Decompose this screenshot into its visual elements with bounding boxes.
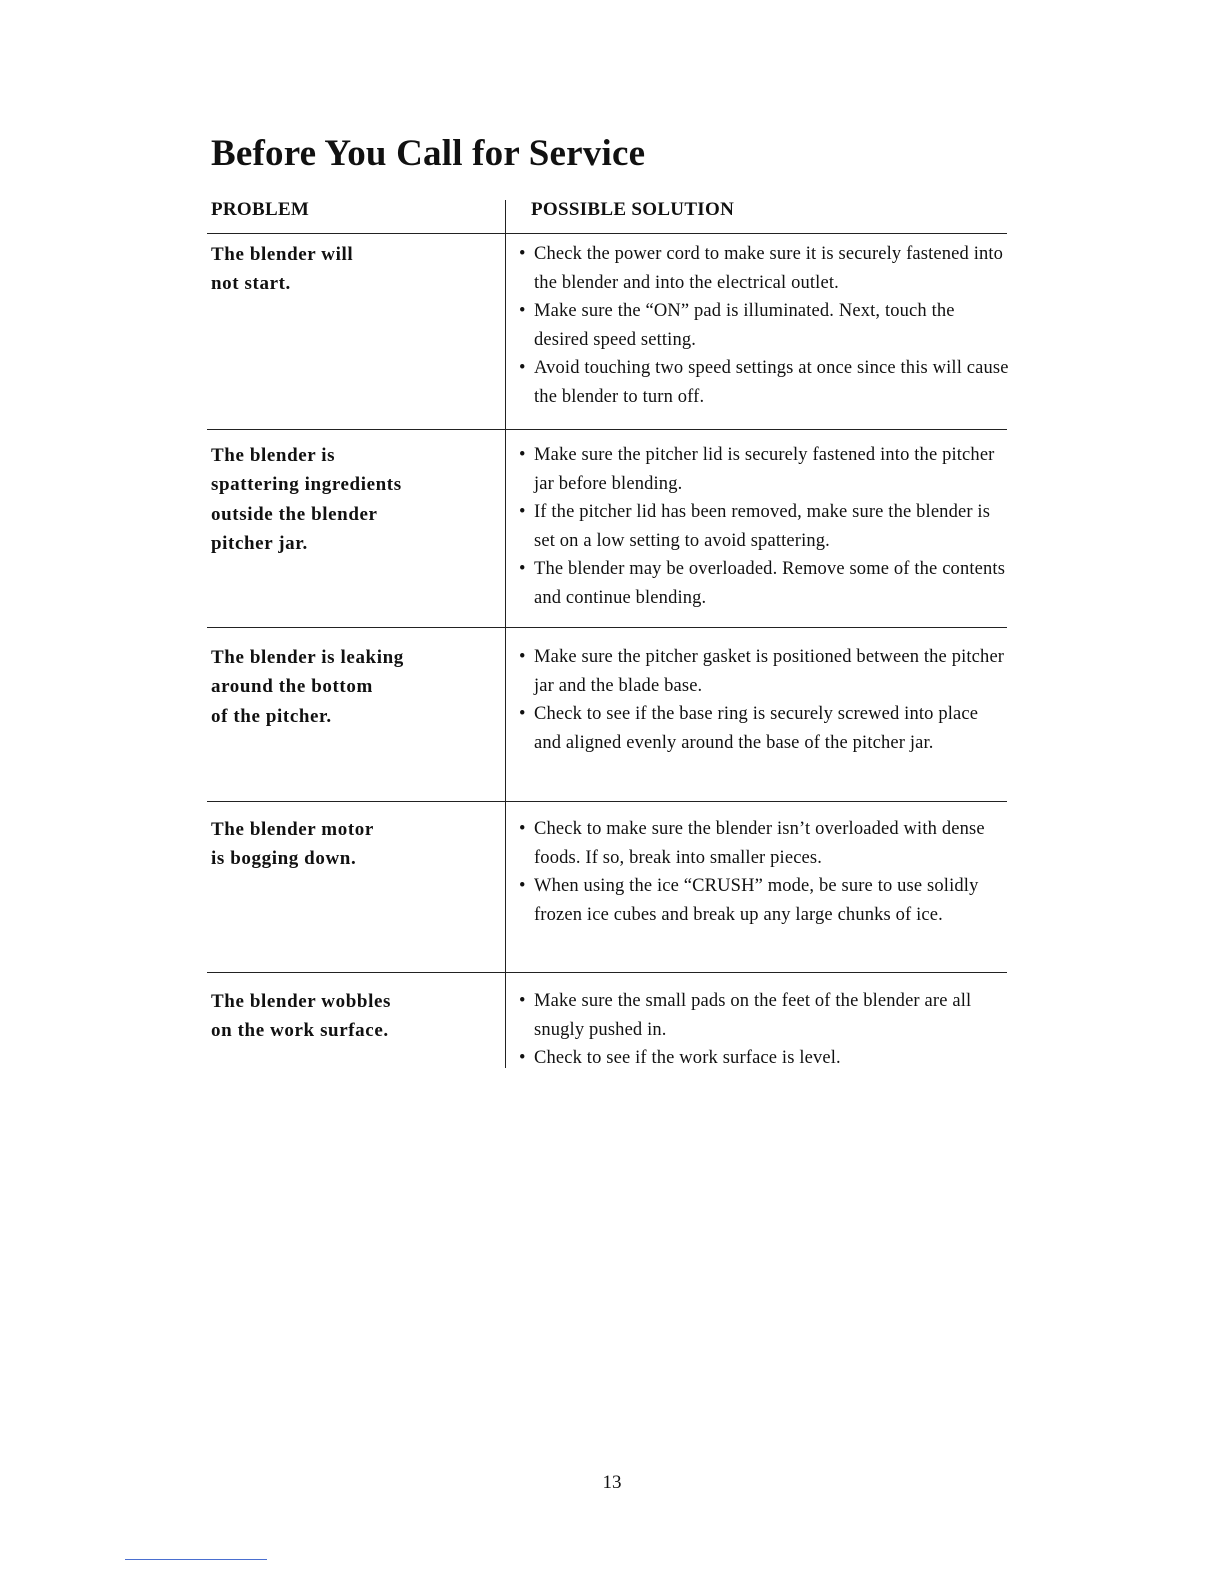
solution-item: • Make sure the “ON” pad is illuminated. Next, touch the desired speed setting. — [519, 297, 1009, 354]
problem-text: The blender wobbles on the work surface. — [211, 991, 391, 1042]
page-number: 13 — [602, 1472, 622, 1493]
row-divider — [207, 972, 1007, 973]
problem-column-header: PROBLEM — [211, 199, 310, 220]
solution-item: • Check to make sure the blender isn’t overloaded with dense foods. If so, break into smaller pieces. — [519, 815, 1009, 872]
solution-item: • When using the ice “CRUSH” mode, be sure to use solidly frozen ice cubes and break up any large chunks of ice. — [519, 872, 1009, 929]
problem-text: The blender motor is bogging down. — [211, 819, 374, 870]
solution-item: • Make sure the small pads on the feet of the blender are all snugly pushed in. — [519, 987, 1009, 1044]
solution-list — [519, 987, 1009, 1073]
solution-list — [519, 441, 1009, 613]
solution-list — [519, 643, 1009, 757]
page-title: Before You Call for Service — [211, 133, 646, 174]
column-divider — [505, 200, 506, 1068]
row-divider — [207, 429, 1007, 430]
row-divider — [207, 801, 1007, 802]
problem-text: The blender will not start. — [211, 244, 354, 295]
solution-list — [519, 240, 1009, 412]
solution-list — [519, 815, 1009, 929]
solution-item: • If the pitcher lid has been removed, make sure the blender is set on a low setting to avoid spattering. — [519, 498, 1009, 555]
solution-item: • Avoid touching two speed settings at once since this will cause the blender to turn off. — [519, 354, 1009, 411]
footer-link-underline — [125, 1559, 267, 1560]
problem-text: The blender is spattering ingredients outside the blender pitcher jar. — [211, 445, 402, 554]
solution-column-header: POSSIBLE SOLUTION — [531, 199, 735, 220]
problem-text: The blender is leaking around the bottom of the pitcher. — [211, 647, 404, 727]
solution-item: • Check to see if the work surface is level. — [519, 1044, 1009, 1073]
solution-item: • The blender may be overloaded. Remove some of the contents and continue blending. — [519, 555, 1009, 612]
solution-item: • Make sure the pitcher lid is securely fastened into the pitcher jar before blending. — [519, 441, 1009, 498]
row-divider — [207, 627, 1007, 628]
solution-item: • Check to see if the base ring is securely screwed into place and aligned evenly around the base of the pitcher jar. — [519, 700, 1009, 757]
row-divider — [207, 233, 1007, 234]
solution-item: • Check the power cord to make sure it is securely fastened into the blender and into the electrical outlet. — [519, 240, 1009, 297]
solution-item: • Make sure the pitcher gasket is positioned between the pitcher jar and the blade base. — [519, 643, 1009, 700]
